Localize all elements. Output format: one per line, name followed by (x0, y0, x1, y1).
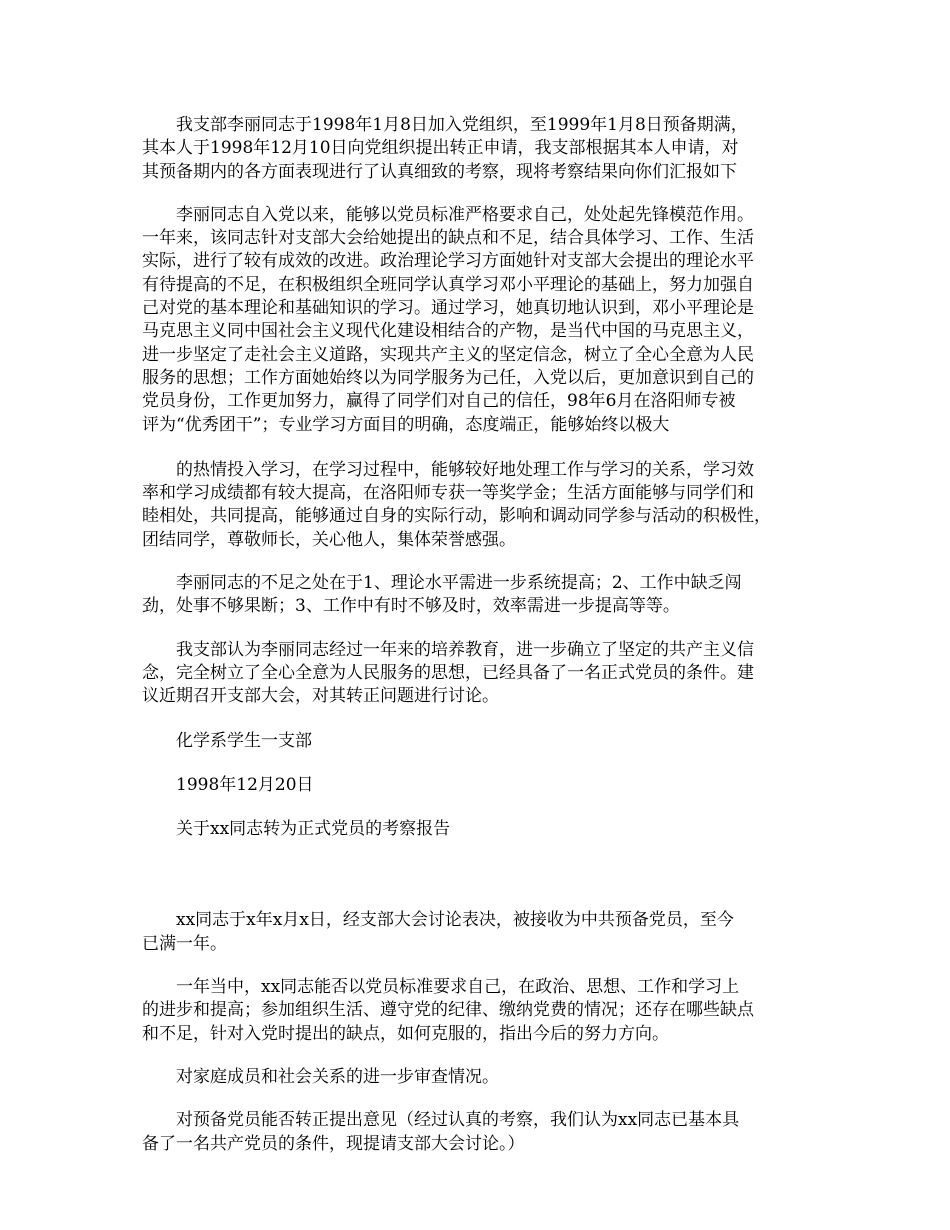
text-line: 的进步和提高；参加组织生活、遵守党的纪律、缴纳党费的情况；还存在哪些缺点 (142, 1000, 754, 1021)
text-line: 我支部认为李丽同志经过一年来的培养教育，进一步确立了坚定的共产主义信 (176, 639, 754, 660)
text-line: 睦相处，共同提高，能够通过自身的实际行动，影响和调动同学参与活动的积极性， (142, 506, 771, 527)
text-line: 党员身份，工作更加努力，赢得了同学们对自己的信任，98年6月在洛阳师专被 (142, 391, 736, 412)
paragraph-performance-continued (142, 459, 822, 552)
text-line: 念，完全树立了全心全意为人民服务的思想，已经具备了一名正式党员的条件。建 (142, 662, 754, 683)
text-line: 我支部李丽同志于1998年1月8日加入党组织，至1999年1月8日预备期满， (176, 115, 748, 135)
paragraph-shortcomings (142, 572, 822, 619)
text-line: 议近期召开支部大会，对其转正问题进行讨论。 (142, 686, 499, 707)
text-line: 团结同学，尊敬师长，关心他人，集体荣誉感强。 (142, 529, 516, 550)
text-line: 实际，进行了较有成效的改进。政治理论学习方面她针对支部大会提出的理论水平 (142, 251, 754, 272)
paragraph-template-family: 对家庭成员和社会关系的进一步审查情况。 (176, 1066, 499, 1087)
paragraph-performance (142, 204, 822, 437)
paragraph-intro (142, 114, 822, 184)
text-line: 有待提高的不足，在积极组织全班同学认真学习邓小平理论的基础上，努力加强自 (142, 274, 754, 295)
text-line: 其预备期内的各方面表现进行了认真细致的考察，现将考察结果向你们汇报如下 (142, 161, 737, 182)
signature-branch: 化学系学生一支部 (176, 730, 312, 751)
text-line: 进一步坚定了走社会主义道路，实现共产主义的坚定信念，树立了全心全意为人民 (142, 344, 754, 365)
report-title: 关于xx同志转为正式党员的考察报告 (176, 819, 451, 840)
text-line: 和不足，针对入党时提出的缺点，如何克服的，指出今后的努力方向。 (142, 1023, 669, 1044)
text-line: 马克思主义同中国社会主义现代化建设相结合的产物，是当代中国的马克思主义， (142, 321, 754, 342)
paragraph-conclusion (142, 639, 822, 709)
paragraph-template-intro (142, 909, 822, 956)
text-line: 评为“优秀团干”；专业学习方面目的明确，态度端正，能够始终以极大 (142, 414, 670, 435)
text-line: 率和学习成绩都有较大提高，在洛阳师专获一等奖学金；生活方面能够与同学们和 (142, 483, 754, 504)
paragraph-template-opinion (142, 1109, 822, 1156)
text-line: 一年来，该同志针对支部大会给她提出的缺点和不足，结合具体学习、工作、生活 (142, 228, 754, 249)
text-line: 一年当中，xx同志能否以党员标准要求自己，在政治、思想、工作和学习上 (176, 977, 740, 998)
text-line: 己对党的基本理论和基础知识的学习。通过学习，她真切地认识到，邓小平理论是 (142, 298, 754, 319)
text-line: 已满一年。 (142, 933, 227, 954)
text-line: 备了一名共产党员的条件，现提请支部大会讨论。） (142, 1133, 525, 1154)
text-line: 李丽同志自入党以来，能够以党员标准严格要求自己，处处起先锋模范作用。 (176, 204, 754, 225)
text-line: 服务的思想；工作方面她始终以为同学服务为己任，入党以后，更加意识到自己的 (142, 367, 754, 388)
paragraph-template-body (142, 976, 822, 1046)
text-line: 李丽同志的不足之处在于1、理论水平需进一步系统提高；2、工作中缺乏闯 (176, 573, 742, 594)
text-line: 劲，处事不够果断；3、工作中有时不够及时，效率需进一步提高等等。 (142, 596, 680, 617)
text-line: 的热情投入学习，在学习过程中，能够较好地处理工作与学习的关系，学习效 (176, 459, 754, 480)
signature-date: 1998年12月20日 (176, 774, 314, 795)
text-line: 其本人于1998年12月10日向党组织提出转正申请，我支部根据其本人申请，对 (142, 138, 739, 159)
document-page (142, 114, 822, 1156)
text-line: xx同志于x年x月x日，经支部大会讨论表决，被接收为中共预备党员，至今 (176, 910, 734, 931)
text-line: 对预备党员能否转正提出意见（经过认真的考察，我们认为xx同志已基本具 (176, 1110, 740, 1131)
